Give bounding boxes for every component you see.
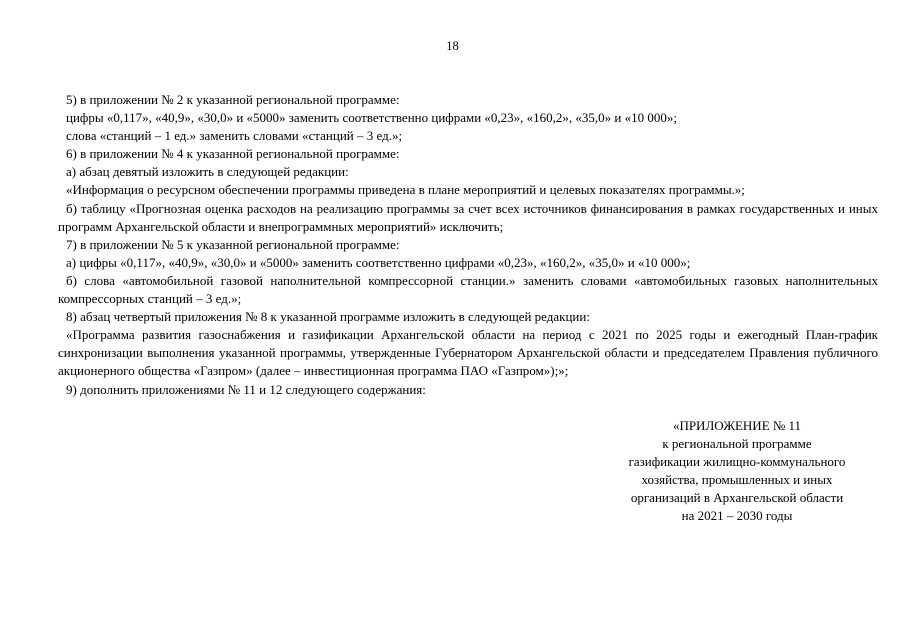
paragraph-item-8: 8) абзац четвертый приложения № 8 к указанной программе изложить в следующей редакции:	[66, 309, 590, 325]
paragraph-item-6: 6) в приложении № 4 к указанной региональной программе:	[66, 146, 400, 162]
appendix-line: газификации жилищно-коммунального	[628, 454, 846, 469]
appendix-line: к региональной программе	[662, 436, 812, 451]
paragraph-subitem-b-table: б) таблицу «Прогнозная оценка расходов на реализацию программы за счет всех источников финансирования в рамках государственных и иных программ Архангельской области и внепрограммных мероприятий» исключить;	[58, 200, 878, 234]
paragraph-item-7-b: б) слова «автомобильной газовой наполнительной компрессорной станции.» заменить словами «автомобильных газовых наполнительных компрессорных станций – 3 ед.»;	[58, 272, 878, 307]
paragraph-quoted-information: «Информация о ресурсном обеспечении программы приведена в плане мероприятий и целевых показателях программы.»;	[66, 182, 745, 198]
paragraph-subitem-a: а) абзац девятый изложить в следующей редакции:	[66, 164, 349, 180]
page-number: 18	[446, 39, 459, 53]
appendix-title: «ПРИЛОЖЕНИЕ № 11	[672, 418, 802, 433]
appendix-line: хозяйства, промышленных и иных	[641, 472, 833, 487]
paragraph-item-9: 9) дополнить приложениями № 11 и 12 следующего содержания:	[66, 381, 426, 397]
paragraph-item-7-a: а) цифры «0,117», «40,9», «30,0» и «5000» заменить соответственно цифрами «0,23», «160,2», «35,0» и «10 000»;	[66, 254, 691, 270]
appendix-years: на 2021 – 2030 годы	[681, 508, 793, 523]
appendix-line: организаций в Архангельской области	[630, 490, 844, 505]
paragraph-words-replacement: слова «станций – 1 ед.» заменить словами «станций – 3 ед.»;	[66, 128, 403, 144]
paragraph-digits-replacement: цифры «0,117», «40,9», «30,0» и «5000» заменить соответственно цифрами «0,23», «160,2», «35,0» и «10 000»;	[66, 110, 677, 126]
document-body	[58, 91, 878, 399]
paragraph-gazprom-program: «Программа развития газоснабжения и газификации Архангельской области на период с 2021 по 2025 годы и ежегодный План-график синхронизации выполнения указанной программы, утвержденные Губернатором Архангельской области и председателем Правления публичного акционерного общества «Газпром» (далее – инвестиционная программа ПАО «Газпром»);»;	[58, 327, 878, 379]
paragraph-item-5: 5) в приложении № 2 к указанной региональной программе:	[66, 92, 400, 107]
paragraph-item-7: 7) в приложении № 5 к указанной региональной программе:	[66, 236, 400, 252]
appendix-header	[596, 417, 878, 525]
